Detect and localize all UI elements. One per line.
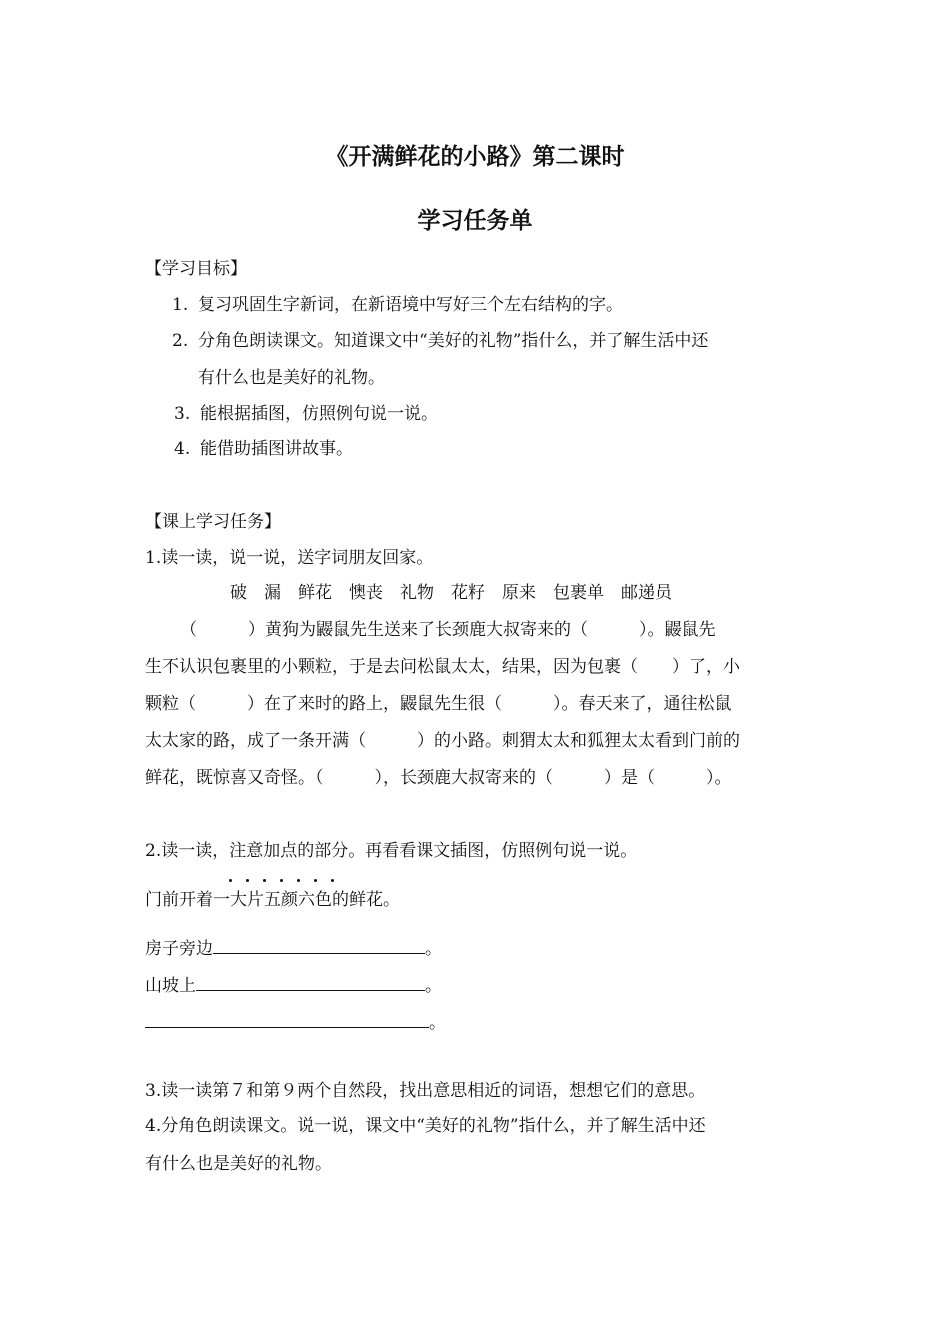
page-subtitle: 学习任务单 (417, 208, 533, 234)
word-bank (230, 581, 689, 605)
objective-text-continued: 有什么也是美好的礼物。 (198, 368, 385, 388)
objective-text: 能借助插图讲故事。 (200, 439, 353, 459)
fill-label: 山坡上 (145, 976, 196, 996)
word-bank-item: 漏 (264, 583, 281, 603)
cloze-line: （ ）黄狗为鼹鼠先生送来了长颈鹿大叔寄来的（ ）。鼹鼠先 (180, 620, 716, 640)
word-bank-item: 花籽 (451, 583, 485, 603)
objective-text: 能根据插图，仿照例句说一说。 (200, 404, 438, 424)
objective-item (174, 402, 438, 426)
example-pre: 门前开着 (145, 890, 213, 910)
word-bank-item: 包裹单 (553, 583, 604, 603)
fill-line (145, 936, 442, 961)
task2-prompt: 2.读一读，注意加点的部分。再看看课文插图，仿照例句说一说。 (145, 841, 638, 861)
word-bank-item: 鲜花 (298, 583, 332, 603)
objective-text: 分角色朗读课文。知道课文中“美好的礼物”指什么，并了解生活中还 (198, 331, 709, 351)
cloze-line: 太太家的路，成了一条开满（ ）的小路。刺猬太太和狐狸太太看到门前的 (145, 731, 740, 751)
emphasis-dot (297, 879, 300, 882)
objectives-heading: 【学习目标】 (145, 259, 247, 279)
word-bank-item: 礼物 (400, 583, 434, 603)
emphasis-dot (280, 879, 283, 882)
word-bank-item: 原来 (502, 583, 536, 603)
emphasis-dot (331, 879, 334, 882)
cloze-line: 鲜花，既惊喜又奇怪。（ ），长颈鹿大叔寄来的（ ）是（ ）。 (145, 768, 732, 788)
emphasis-dot (314, 879, 317, 882)
fill-end: 。 (429, 1013, 446, 1033)
objective-number: 1. (172, 295, 189, 315)
cloze-line: 颗粒（ ）在了来时的路上，鼹鼠先生很（ ）。春天来了，通往松鼠 (145, 694, 732, 714)
page-title: 《开满鲜花的小路》第二课时 (325, 144, 625, 170)
task1-prompt: 1.读一读，说一说，送字词朋友回家。 (145, 548, 434, 568)
fill-end: 。 (425, 976, 442, 996)
task4-prompt-continued: 有什么也是美好的礼物。 (145, 1154, 332, 1174)
task3-prompt: 3.读一读第７和第９两个自然段，找出意思相近的词语，想想它们的意思。 (145, 1081, 706, 1101)
emphasis-dot (263, 879, 266, 882)
objective-number: 4. (174, 439, 191, 459)
objective-number: 3. (174, 404, 191, 424)
fill-end: 。 (425, 939, 442, 959)
example-sentence (145, 888, 400, 912)
objective-number: 2. (172, 331, 189, 351)
objective-item (172, 329, 708, 353)
fill-blank[interactable] (145, 1010, 429, 1028)
fill-blank[interactable] (196, 973, 425, 991)
example-dotted-phrase: 一大片五颜六色 (213, 890, 332, 910)
fill-line (145, 1010, 446, 1035)
emphasis-dot (246, 879, 249, 882)
objective-item (174, 437, 353, 461)
fill-label: 房子旁边 (145, 939, 213, 959)
example-post: 的鲜花。 (332, 890, 400, 910)
task4-prompt: 4.分角色朗读课文。说一说，课文中“美好的礼物”指什么，并了解生活中还 (145, 1116, 706, 1136)
emphasis-dot (229, 879, 232, 882)
word-bank-item: 破 (230, 583, 247, 603)
objective-item (172, 293, 623, 317)
fill-line (145, 973, 442, 998)
cloze-line: 生不认识包裹里的小颗粒，于是去问松鼠太太，结果，因为包裹（ ）了，小 (145, 657, 740, 677)
word-bank-item: 邮递员 (621, 583, 672, 603)
objective-text: 复习巩固生字新词，在新语境中写好三个左右结构的字。 (198, 295, 623, 315)
word-bank-item: 懊丧 (349, 583, 383, 603)
tasks-heading: 【课上学习任务】 (145, 512, 281, 532)
fill-blank[interactable] (213, 936, 425, 954)
